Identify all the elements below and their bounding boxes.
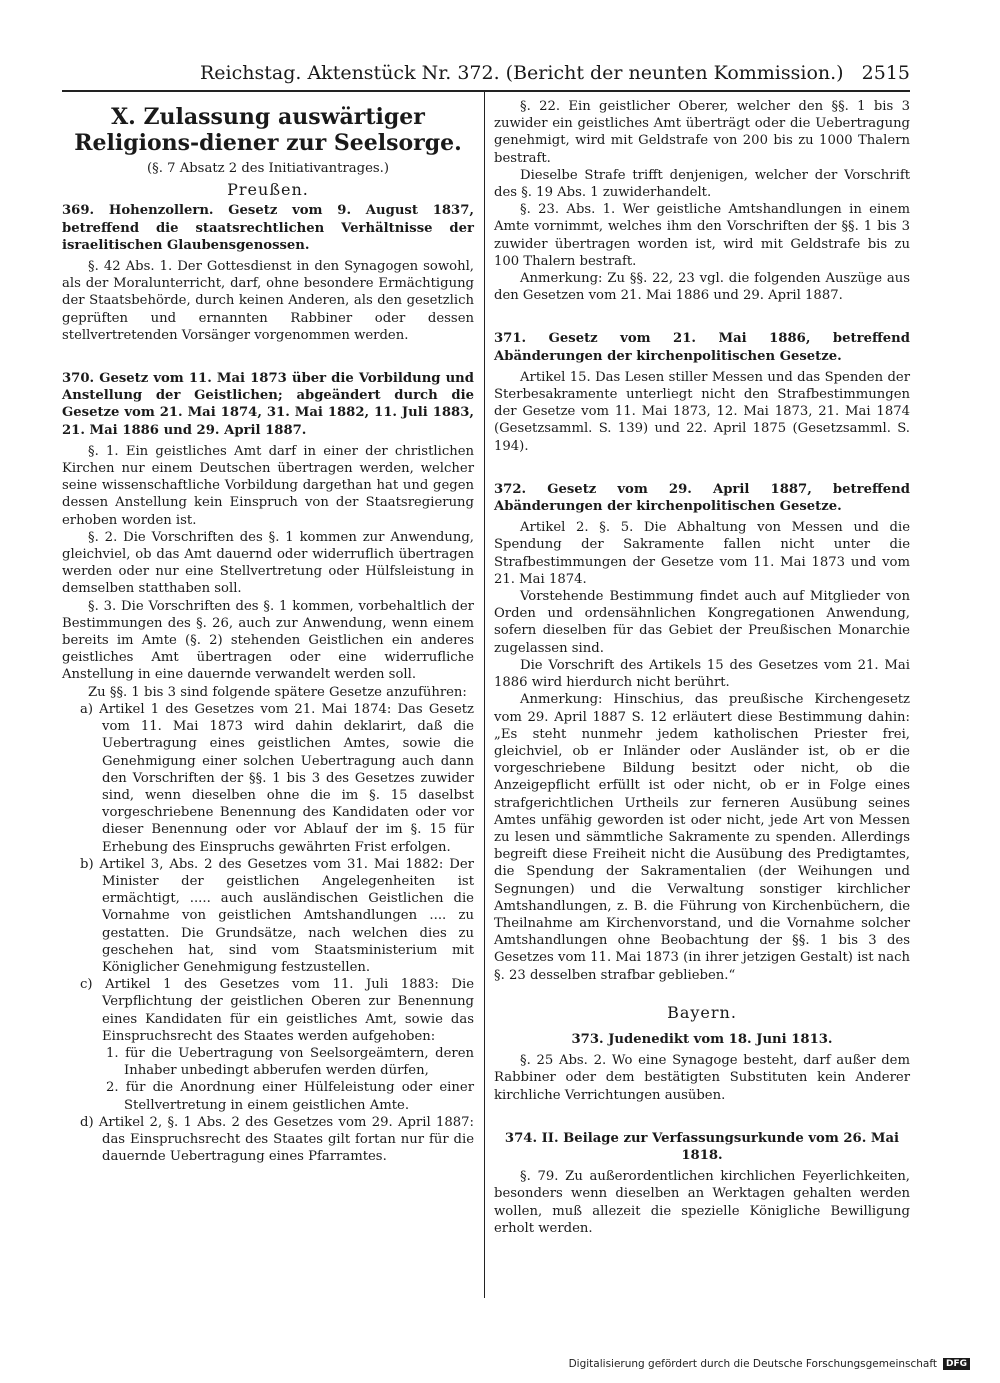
paragraph-369: §. 42 Abs. 1. Der Gottesdienst in den Synagogen sowohl, als der Moralunterricht, darf, ohne besondere Ermächtigung der Staatsbehörde, durch keinen Anderen, als den gesetzlich geprüften und ernannten Rabbiner oder dessen stellvertretenden Vorsänger vorgenommen werden.: [62, 259, 474, 343]
running-title: Reichstag. Aktenstück Nr. 372. (Bericht der neunten Kommission.): [200, 62, 844, 84]
footer-credit: [569, 1358, 970, 1370]
paragraph-23: §. 23. Abs. 1. Wer geistliche Amtshandlungen in einem Amte vornimmt, welches ihm den Vorschriften der §§. 1 bis 3 zuwider übertragen worden ist, wird mit Geldstrafe bis zu 100 Thalern bestraft.: [494, 202, 910, 269]
paragraph-370-3: §. 3. Die Vorschriften des §. 1 kommen, vorbehaltlich der Bestimmungen des §. 26, auch zur Anwendung, wenn einem bereits im Amte (§. 2) stehenden Geistlichen ein anderes geistliches Amt übertragen oder eine widerrufliche Anstellung in eine dauernde verwandelt werden soll.: [62, 598, 474, 683]
left-column: [62, 98, 474, 1165]
right-column: [494, 98, 910, 1237]
paragraph-371: Artikel 15. Das Lesen stiller Messen und das Spenden der Sterbesakramente unterliegt nicht den Strafbestimmungen der Gesetze vom 11. Mai 1873, 12. Mai 1873, 21. Mai 1874 (Gesetzsamml. S. 139) und 22. April 1875 (Gesetzsamml. S. 194).: [494, 369, 910, 454]
column-divider: [484, 92, 485, 1298]
state-heading-bavaria: Bayern.: [667, 1002, 737, 1022]
section-title: X. Zulassung auswärtiger Religions-diener zur Seelsorge.: [74, 104, 462, 156]
header-rule: [62, 90, 910, 92]
footer-credit-text: Digitalisierung gefördert durch die Deutsche Forschungsgemeinschaft: [568, 1358, 937, 1370]
paragraph-370-1: §. 1. Ein geistliches Amt darf in einer der christlichen Kirchen nur einem Deutschen übertragen werden, welcher seine wissenschaftliche Vorbildung dargethan hat und gegen dessen Anstellung kein Einspruch von der Staatsregierung erhoben worden ist.: [62, 443, 474, 528]
dfg-logo: DFG: [943, 1358, 970, 1370]
list-item-a: a) Artikel 1 des Gesetzes vom 21. Mai 1874: Das Gesetz vom 11. Mai 1873 wird dahin deklarirt, daß die Uebertragung eines geistlichen Amtes, sowie die Genehmigung einer solchen Uebertragung auch dann den Vorschriften der §§. 1 bis 3 des Gesetzes zuwider sind, wenn dieselben ohne die im §. 15 daselbst vorgeschriebene Benennung des Kandidaten oder vor dieser Benennung oder vor Ablauf der im §. 15 für Erhebung des Einspruchs gewährten Frist erfolgen.: [80, 701, 474, 855]
list-item-d: d) Artikel 2, §. 1 Abs. 2 des Gesetzes vom 29. April 1887: das Einspruchsrecht des Staates gilt fortan nur für die dauernde Uebertragung eines Pfarramtes.: [80, 1114, 474, 1165]
state-heading-prussia: Preußen.: [227, 180, 309, 200]
paragraph-373: §. 25 Abs. 2. Wo eine Synagoge besteht, darf außer dem Rabbiner oder dem bestätigten Substituten kein Anderer kirchliche Verrichtungen ausüben.: [494, 1053, 910, 1103]
paragraph-372-3: Die Vorschrift des Artikels 15 des Gesetzes vom 21. Mai 1886 wird hierdurch nicht berührt.: [494, 657, 910, 691]
note-22-23: Anmerkung: Zu §§. 22, 23 vgl. die folgenden Auszüge aus den Gesetzen vom 21. Mai 1886 und 29. April 1887.: [494, 271, 910, 304]
paragraph-374: §. 79. Zu außerordentlichen kirchlichen Feyerlichkeiten, besonders wenn dieselben an Werktagen gehalten werden wollen, muß allezeit die spezielle Königliche Bewilligung erholt werden.: [494, 1169, 910, 1236]
list-item-b: b) Artikel 3, Abs. 2 des Gesetzes vom 31. Mai 1882: Der Minister der geistlichen Angelegenheiten ist ermächtigt, ..... auch ausländischen Geistlichen die Vornahme von geistlichen Amtshandlungen .... zu gestatten. Die Grundsätze, nach welchen dies zu geschehen hat, sind vom Staatsministerium mit Königlicher Genehmigung festzustellen.: [80, 856, 474, 975]
paragraph-372-2: Vorstehende Bestimmung findet auch auf Mitglieder von Orden und ordensähnlichen Kongregationen Anwendung, sofern dieselben für das Gebiet der Preußischen Monarchie zugelassen sind.: [494, 589, 910, 656]
list-item-c: c) Artikel 1 des Gesetzes vom 11. Juli 1883: Die Verpflichtung der geistlichen Oberen zur Benennung eines Kandidaten für ein geistliches Amt, sowie das Einspruchsrecht des Staates werden aufgehoben:: [80, 977, 474, 1044]
paragraph-372-1: Artikel 2. §. 5. Die Abhaltung von Messen und die Spendung der Sakramente fallen nicht unter die Strafbestimmungen der Gesetze vom 11. Mai 1873 und vom 21. Mai 1874.: [494, 520, 910, 587]
note-372: Anmerkung: Hinschius, das preußische Kirchengesetz vom 29. April 1887 S. 12 erläutert diese Bestimmung dahin: „Es steht nunmehr jedem katholischen Priester frei, gleichviel, ob er Inländer oder Ausländer ist, ob er die vorgeschriebene Bildung besitzt oder nicht, ob die Anzeigepflicht erfüllt ist oder nicht, ob er in Folge eines strafgerichtlichen Urtheils zur ferneren Ausübung seines Amtes unfähig geworden ist oder nicht, jede Art von Messen zu lesen und sämmtliche Sakramente zu spenden. Allerdings begreift diese Freiheit nicht die Ausübung des Predigtamtes, die Spendung der Sakramentalien (der Weihungen und Segnungen) und die Verwaltung sonstiger kirchlicher Amtshandlungen, z. B. die Führung von Kirchenbüchern, die Theilnahme am Kirchenvorstand, und die Vornahme solcher Amtshandlungen ohne Beobachtung der §§. 1 bis 3 des Gesetzes vom 11. Mai 1873 (in ihrer jetzigen Gestalt) ist nach §. 23 desselben strafbar geblieben.“: [494, 692, 910, 983]
section-subtitle: (§. 7 Absatz 2 des Initiativantrages.): [147, 161, 389, 176]
list-item-c-2: 2. für die Anordnung einer Hülfeleistung oder einer Stellvertretung in einem geistlichen Amte.: [106, 1080, 474, 1113]
paragraph-22b: Dieselbe Strafe trifft denjenigen, welcher der Vorschrift des §. 19 Abs. 1 zuwiderhandelt.: [494, 167, 910, 201]
running-header: [200, 62, 910, 88]
heading-374: 374. II. Beilage zur Verfassungsurkunde vom 26. Mai 1818.: [504, 1130, 900, 1163]
heading-373: 373. Judenedikt vom 18. Juni 1813.: [571, 1031, 833, 1047]
paragraph-370-2: §. 2. Die Vorschriften des §. 1 kommen zur Anwendung, gleichviel, ob das Amt dauernd oder widerruflich übertragen werden oder nur eine Stellvertretung oder Hülfsleistung in demselben statthaben soll.: [62, 529, 474, 597]
list-item-c-1: 1. für die Uebertragung von Seelsorgeämtern, deren Inhaber unbedingt abberufen werden dürfen,: [106, 1045, 474, 1079]
heading-370: 370. Gesetz vom 11. Mai 1873 über die Vorbildung und Anstellung der Geistlichen; abgeändert durch die Gesetze vom 21. Mai 1874, 31. Mai 1882, 11. Juli 1883, 21. Mai 1886 und 29. April 1887.: [62, 371, 474, 438]
paragraph-22: §. 22. Ein geistlicher Oberer, welcher den §§. 1 bis 3 zuwider ein geistliches Amt überträgt oder die Uebertragung genehmigt, wird mit Geldstrafe von 200 bis zu 1000 Thalern bestraft.: [494, 99, 910, 166]
heading-371: 371. Gesetz vom 21. Mai 1886, betreffend Abänderungen der kirchenpolitischen Gesetze.: [494, 331, 910, 364]
page-number: 2515: [861, 62, 910, 84]
paragraph-370-intro: Zu §§. 1 bis 3 sind folgende spätere Gesetze anzuführen:: [88, 684, 467, 700]
heading-369: 369. Hohenzollern. Gesetz vom 9. August 1837, betreffend die staatsrechtlichen Verhältnisse der israelitischen Glaubensgenossen.: [62, 203, 474, 253]
heading-372: 372. Gesetz vom 29. April 1887, betreffend Abänderungen der kirchenpolitischen Gesetze.: [494, 481, 910, 515]
